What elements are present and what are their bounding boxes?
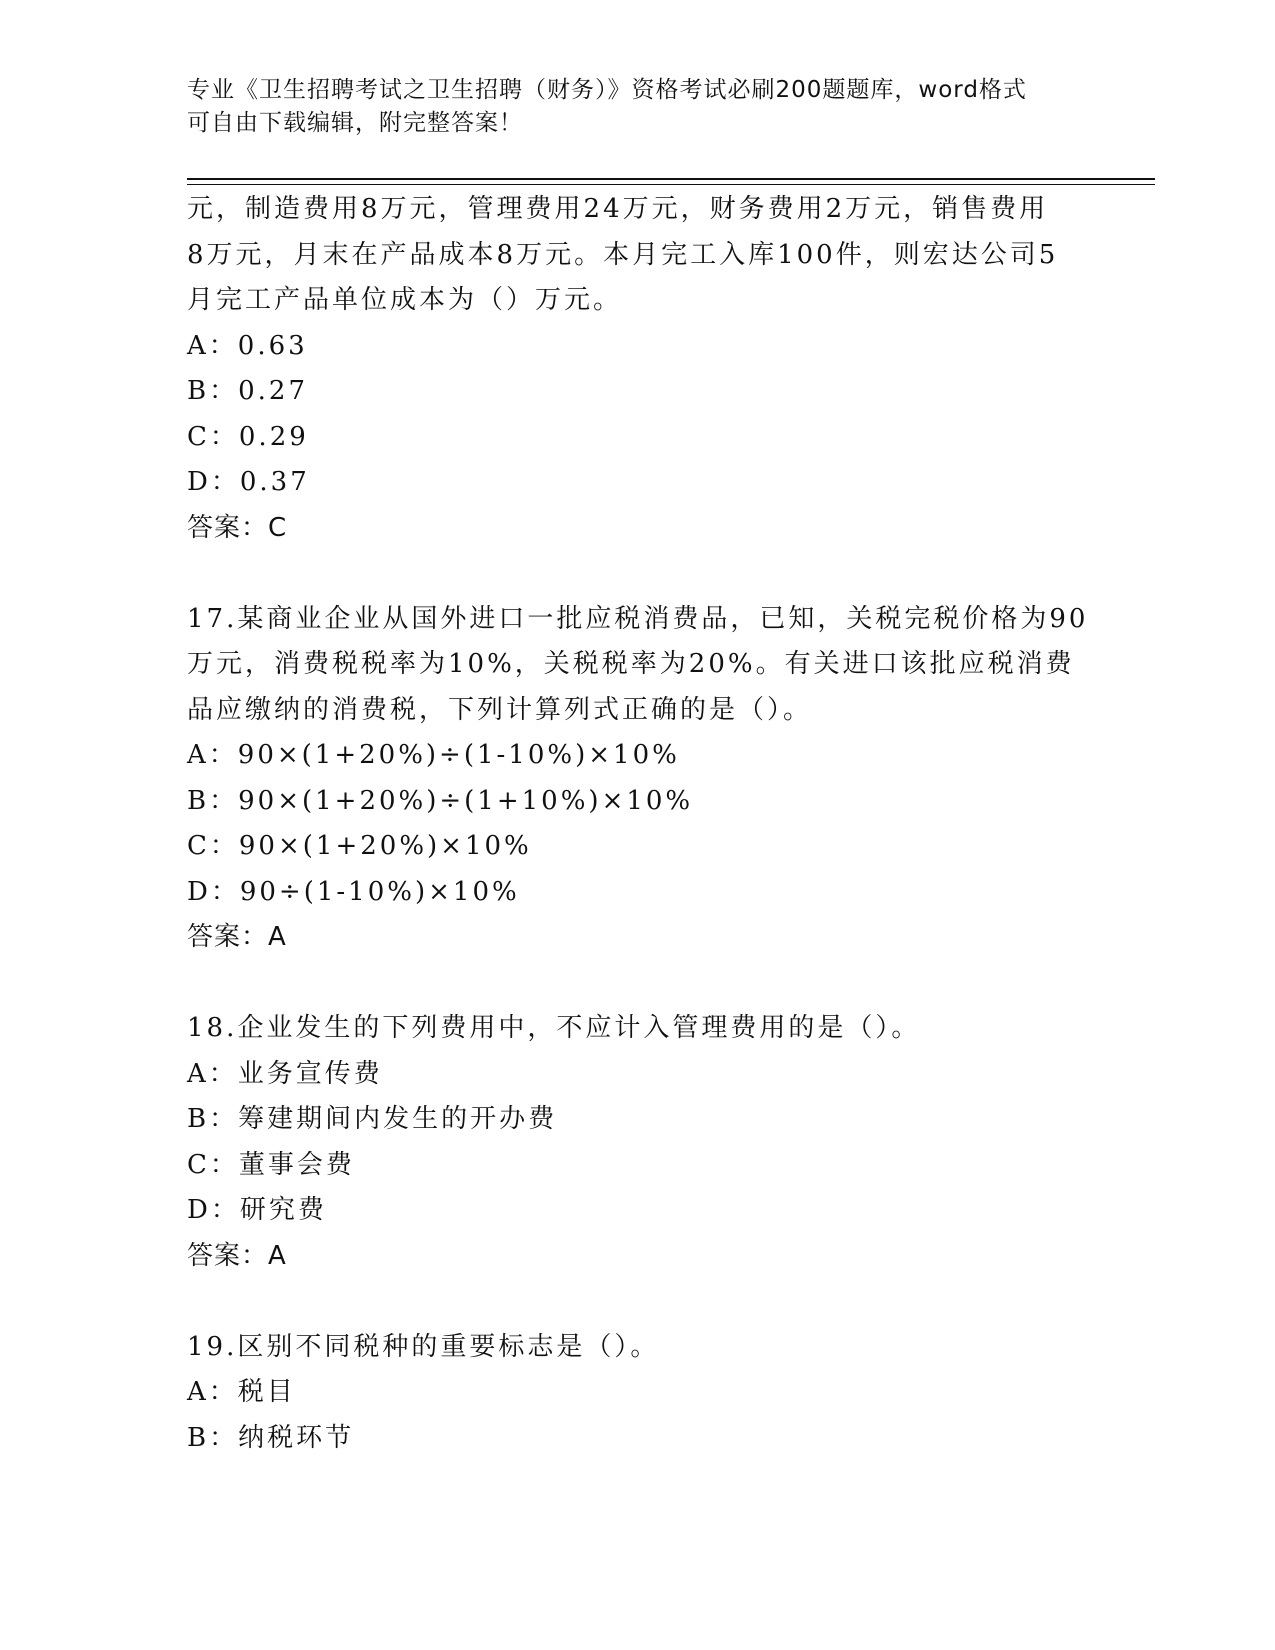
question-17 <box>187 597 1087 961</box>
header-line-2: 可自由下载编辑，附完整答案！ <box>187 110 523 136</box>
question-16 <box>187 187 1087 551</box>
option-b: B：筹建期间内发生的开办费 <box>187 1104 558 1134</box>
option-d: D：研究费 <box>187 1195 327 1225</box>
question-stem-line: 8万元，月末在产品成本8万元。本月完工入库100件，则宏达公司5 <box>187 239 1059 270</box>
header-rule-thin <box>187 184 1155 185</box>
spacer <box>187 551 1087 597</box>
header-line-1: 专业《卫生招聘考试之卫生招聘（财务）》资格考试必刷200题题库，word格式 <box>187 77 1027 103</box>
answer: 答案：C <box>187 512 288 543</box>
option-d: D：0.37 <box>187 467 310 497</box>
document-header <box>187 74 1087 140</box>
option-b: B：90×(1+20%)÷(1+10%)×10% <box>187 785 694 816</box>
option-a: A：业务宣传费 <box>187 1058 383 1089</box>
option-c: C：董事会费 <box>187 1149 355 1180</box>
option-a: A：90×(1+20%)÷(1-10%)×10% <box>187 740 680 770</box>
option-c: C：0.29 <box>187 421 309 452</box>
question-stem-line: 万元，消费税税率为10%，关税税率为20%。有关进口该批应税消费 <box>187 649 1075 679</box>
option-a: A：0.63 <box>187 330 308 361</box>
question-stem-line: 18.企业发生的下列费用中，不应计入管理费用的是（）。 <box>187 1013 921 1043</box>
answer: 答案：A <box>187 1240 287 1271</box>
question-19 <box>187 1325 1087 1462</box>
option-c: C：90×(1+20%)×10% <box>187 831 532 861</box>
question-stem-line: 月完工产品单位成本为（）万元。 <box>187 285 623 315</box>
spacer <box>187 1279 1087 1325</box>
question-stem-line: 19.区别不同税种的重要标志是（）。 <box>187 1331 660 1362</box>
option-b: B：纳税环节 <box>187 1422 355 1453</box>
question-stem-line: 17.某商业企业从国外进口一批应税消费品，已知，关税完税价格为90 <box>187 603 1089 634</box>
option-a: A：税目 <box>187 1377 296 1407</box>
option-b: B：0.27 <box>187 376 308 406</box>
question-stem-line: 品应缴纳的消费税，下列计算列式正确的是（）。 <box>187 694 813 725</box>
question-stem-line: 元，制造费用8万元，管理费用24万元，财务费用2万元，销售费用 <box>187 194 1049 224</box>
question-18 <box>187 1006 1087 1279</box>
header-rule-thick <box>187 178 1155 180</box>
option-d: D：90÷(1-10%)×10% <box>187 876 520 907</box>
question-list <box>187 187 1087 1461</box>
answer: 答案：A <box>187 922 287 952</box>
spacer <box>187 961 1087 1007</box>
